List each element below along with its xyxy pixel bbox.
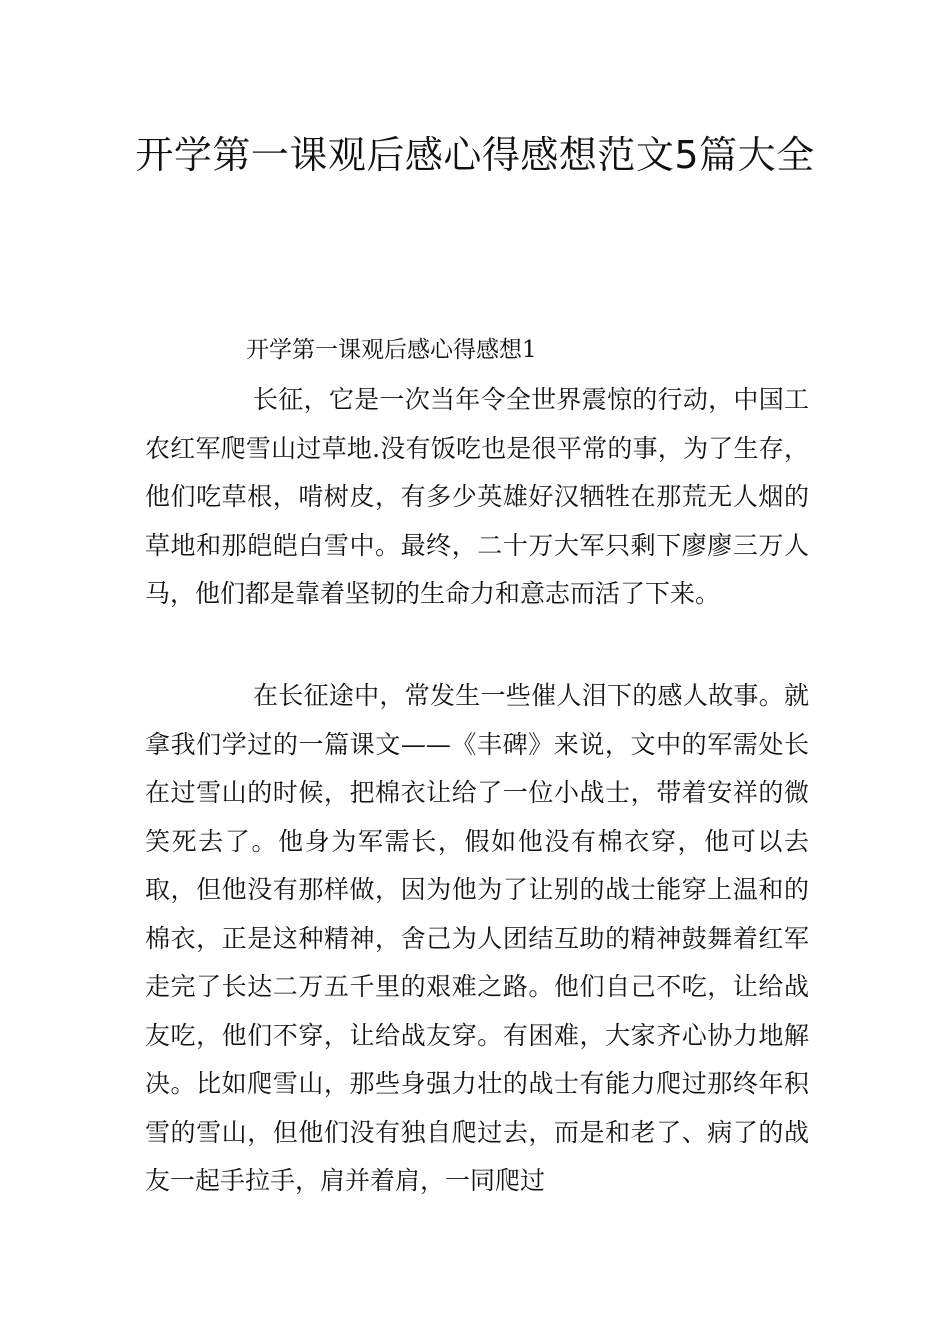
document-title: 开学第一课观后感心得感想范文5篇大全 [135, 133, 815, 177]
body-paragraph-1: 长征，它是一次当年令全世界震惊的行动，中国工农红军爬雪山过草地.没有饭吃也是很平常的事，为了生存，他们吃草根，啃树皮，有多少英雄好汉牺牲在那荒无人烟的草地和那皑皑白雪中。最终，二十万大军只剩下廖廖三万人马，他们都是靠着坚韧的生命力和意志而活了下来。 [145, 385, 809, 608]
section-heading: 开学第一课观后感心得感想1 [246, 337, 537, 363]
body-paragraph-2: 在长征途中，常发生一些催人泪下的感人故事。就拿我们学过的一篇课文——《丰碑》来说，文中的军需处长在过雪山的时候，把棉衣让给了一位小战士，带着安祥的微笑死去了。他身为军需长，假如他没有棉衣穿，他可以去取，但他没有那样做，因为他为了让别的战士能穿上温和的棉衣，正是这种精神，舍己为人团结互助的精神鼓舞着红军走完了长达二万五千里的艰难之路。他们自己不吃，让给战友吃，他们不穿，让给战友穿。有困难，大家齐心协力地解决。比如爬雪山，那些身强力壮的战士有能力爬过那终年积雪的雪山，但他们没有独自爬过去，而是和老了、病了的战友一起手拉手，肩并着肩，一同爬过 [145, 681, 809, 1195]
